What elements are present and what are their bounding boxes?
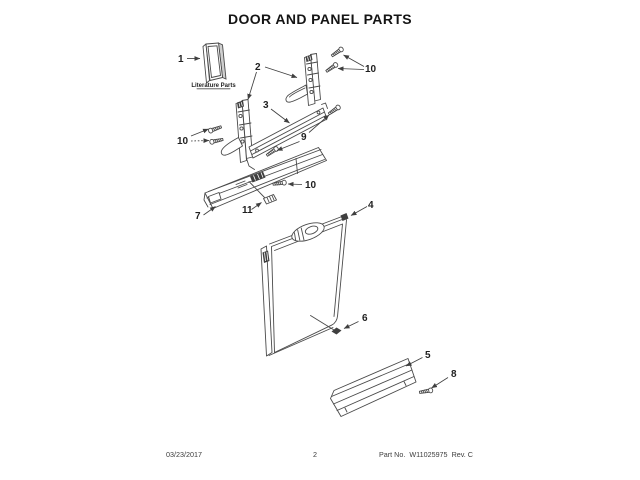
leader-4 — [351, 207, 367, 216]
leader-10-console — [288, 184, 302, 185]
door-hinge-left — [221, 100, 254, 170]
callout-10-top: 10 — [365, 64, 377, 75]
callout-7: 7 — [195, 211, 201, 222]
part-1-literature-booklet — [203, 43, 226, 83]
page-footer — [0, 450, 640, 462]
footer-revision: Rev. C — [451, 450, 473, 459]
leader-10-top-a — [344, 55, 365, 67]
screw-icon — [331, 46, 345, 58]
screw-icon — [209, 137, 223, 144]
page-title: DOOR AND PANEL PARTS — [227, 11, 413, 27]
footer-page-number: 2 — [313, 450, 317, 459]
callout-6: 6 — [362, 313, 368, 324]
callout-11: 11 — [242, 205, 253, 216]
callout-9: 9 — [301, 132, 307, 143]
screw-icon — [419, 388, 433, 395]
control-part-11 — [264, 195, 277, 205]
footer-part-number: W11025975 — [409, 450, 448, 459]
footer-part-label: Part No. — [378, 450, 406, 459]
callout-5: 5 — [425, 350, 431, 361]
leader-3 — [271, 109, 290, 123]
leader-2-left — [248, 72, 257, 100]
callout-3: 3 — [263, 100, 269, 111]
screw-icon — [325, 62, 339, 74]
leader-6 — [344, 322, 359, 329]
leader-7 — [204, 207, 216, 216]
screw-icon — [328, 104, 342, 116]
callout-10-console: 10 — [305, 180, 317, 191]
callout-1: 1 — [178, 54, 184, 65]
callout-8: 8 — [451, 369, 457, 380]
leader-10-left-b — [191, 141, 209, 142]
screw-icon — [208, 125, 222, 134]
callout-2: 2 — [255, 62, 261, 73]
access-panel — [331, 359, 417, 417]
callout-4: 4 — [368, 200, 374, 211]
leader-10-top-b — [338, 69, 364, 70]
door-hinge-right — [286, 54, 321, 106]
footer-date: 03/23/2017 — [166, 450, 202, 459]
clip-part-6 — [332, 328, 342, 335]
footer-part-info — [379, 450, 473, 459]
literature-parts-label: Literature Parts — [191, 83, 236, 89]
door-panel — [261, 213, 349, 356]
leader-10-left-a — [191, 129, 209, 136]
leader-2-right — [265, 67, 297, 78]
callout-10-left: 10 — [177, 136, 189, 147]
leader-8 — [432, 378, 449, 389]
leader-11 — [252, 203, 262, 210]
